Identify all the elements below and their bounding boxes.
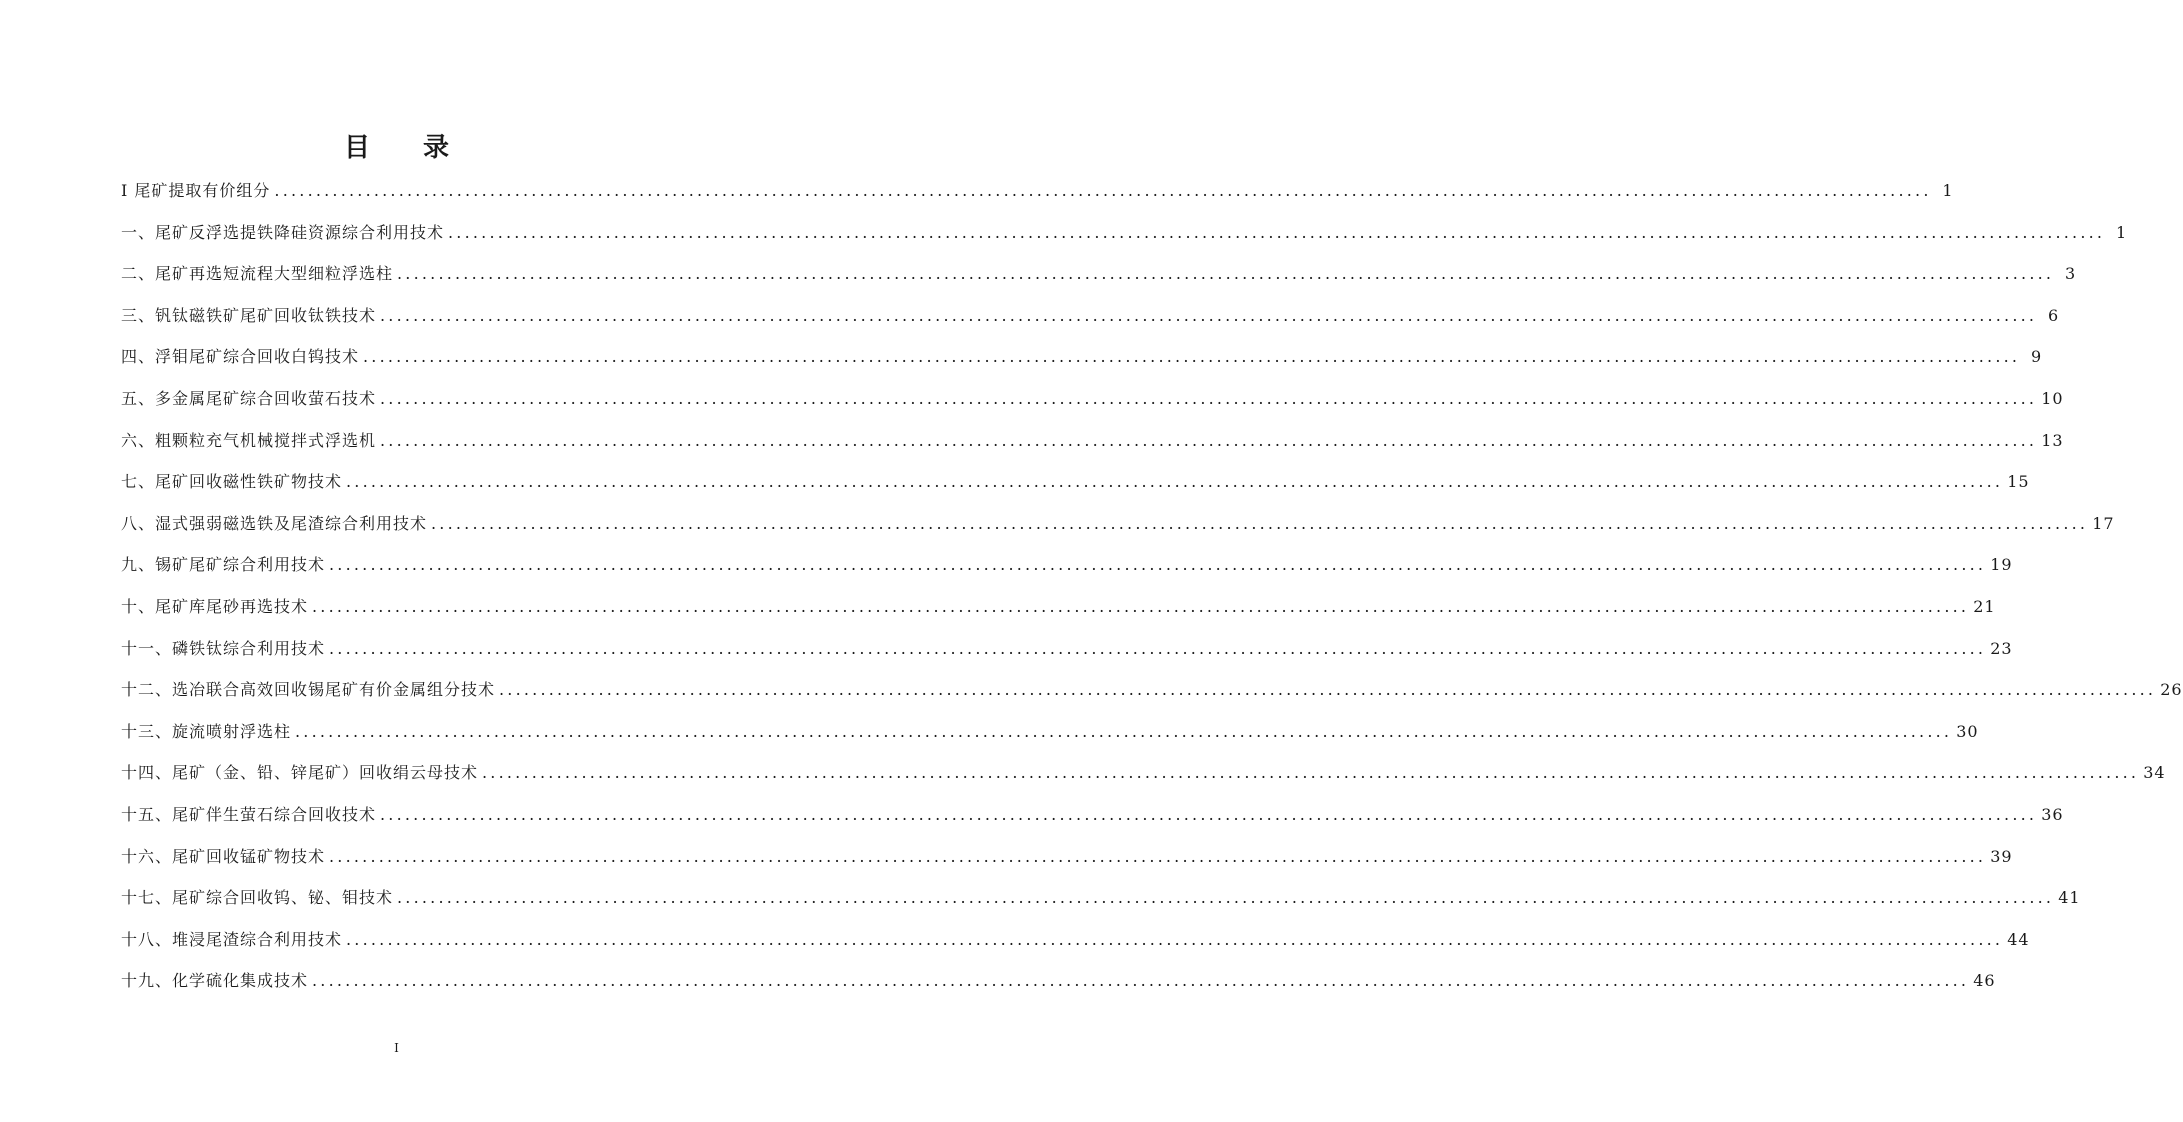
- toc-entry[interactable]: [121, 586, 1996, 628]
- toc-entry-label: 八、湿式强弱磁选铁及尾渣综合利用技术: [121, 513, 428, 533]
- toc-leader-dots: ........................................................................................................................................................................................................: [380, 388, 2038, 408]
- toc-entry[interactable]: [121, 877, 2081, 919]
- toc-leader-dots: ........................................................................................................................................................................................................: [380, 430, 2038, 450]
- toc-entry[interactable]: [121, 628, 2013, 670]
- toc-entry-label: 十二、选冶联合高效回收锡尾矿有价金属组分技术: [121, 680, 496, 700]
- toc-entry[interactable]: [121, 960, 1996, 1002]
- toc-entry-page: 34: [2143, 763, 2166, 783]
- toc-entry-page: 36: [2041, 804, 2064, 824]
- toc-leader-dots: ........................................................................................................................................................................................................: [499, 680, 2157, 700]
- toc-entry[interactable]: [121, 711, 1979, 753]
- toc-entry[interactable]: [121, 170, 1954, 212]
- toc-entry-page: 17: [2092, 513, 2115, 533]
- toc-entry[interactable]: [121, 836, 2013, 878]
- toc-entry-label: 一、尾矿反浮选提铁降硅资源综合利用技术: [121, 222, 445, 242]
- toc-entry-label: 七、尾矿回收磁性铁矿物技术: [121, 472, 343, 492]
- toc-leader-dots: ........................................................................................................................................................................................................: [312, 971, 1970, 991]
- toc-title: 目 录: [343, 133, 472, 163]
- toc-entry-page: 21: [1973, 596, 1996, 616]
- toc-leader-dots: ........................................................................................................................................................................................................: [380, 804, 2038, 824]
- toc-leader-dots: ........................................................................................................................................................................................................: [329, 846, 1987, 866]
- toc-entry-label: 四、浮钼尾矿综合回收白钨技术: [121, 347, 360, 367]
- toc-entry-label: 十三、旋流喷射浮选柱: [121, 721, 292, 741]
- toc-entry-page: 13: [2041, 430, 2064, 450]
- toc-entry-page: 9: [2031, 347, 2043, 367]
- toc-entry[interactable]: [121, 420, 2064, 462]
- toc-leader-dots: ........................................................................................................................................................................................................: [380, 305, 2038, 325]
- toc-entry-page: 3: [2065, 264, 2077, 284]
- toc-entry[interactable]: [121, 503, 2115, 545]
- toc-entry-page: 26: [2160, 680, 2183, 700]
- toc-leader-dots: ........................................................................................................................................................................................................: [312, 596, 1970, 616]
- toc-entry[interactable]: [121, 212, 2128, 254]
- toc-entry-page: 6: [2048, 305, 2060, 325]
- toc-entry-label: 十、尾矿库尾砂再选技术: [121, 596, 309, 616]
- toc-entry-label: 十五、尾矿伴生萤石综合回收技术: [121, 804, 377, 824]
- toc-entry[interactable]: [121, 295, 2060, 337]
- toc-entry-label: 六、粗颗粒充气机械搅拌式浮选机: [121, 430, 377, 450]
- toc-leader-dots: ........................................................................................................................................................................................................: [448, 222, 2106, 242]
- toc-entry[interactable]: [121, 461, 2030, 503]
- toc-entry[interactable]: [121, 378, 2064, 420]
- toc-entry[interactable]: [121, 752, 2166, 794]
- page-number: I: [394, 1041, 399, 1055]
- toc-entry-page: 19: [1990, 555, 2013, 575]
- toc-entry[interactable]: [121, 794, 2064, 836]
- toc-leader-dots: ........................................................................................................................................................................................................: [363, 347, 2021, 367]
- toc-entry-label: 十四、尾矿（金、铅、锌尾矿）回收绢云母技术: [121, 763, 479, 783]
- toc-entry[interactable]: [121, 669, 2183, 711]
- toc-entry-label: 二、尾矿再选短流程大型细粒浮选柱: [121, 264, 394, 284]
- toc-leader-dots: ........................................................................................................................................................................................................: [482, 763, 2140, 783]
- toc-entry-label: 五、多金属尾矿综合回收萤石技术: [121, 388, 377, 408]
- toc-entry-page: 41: [2058, 888, 2081, 908]
- toc-leader-dots: ........................................................................................................................................................................................................: [397, 264, 2055, 284]
- toc-entry-label: 十一、磷铁钛综合利用技术: [121, 638, 326, 658]
- toc-entry[interactable]: [121, 544, 2013, 586]
- toc-entry-label: 三、钒钛磁铁矿尾矿回收钛铁技术: [121, 305, 377, 325]
- toc-leader-dots: ........................................................................................................................................................................................................: [431, 513, 2089, 533]
- toc-leader-dots: ........................................................................................................................................................................................................: [397, 888, 2055, 908]
- toc-entry-page: 15: [2007, 472, 2030, 492]
- toc-entry-page: 30: [1956, 721, 1979, 741]
- toc-leader-dots: ........................................................................................................................................................................................................: [295, 721, 1953, 741]
- toc-leader-dots: ........................................................................................................................................................................................................: [329, 638, 1987, 658]
- toc-entry[interactable]: [121, 336, 2043, 378]
- toc-entry-page: 1: [1942, 181, 1954, 200]
- toc-entry-label: 十九、化学硫化集成技术: [121, 971, 309, 991]
- toc-leader-dots: ........................................................................................................................................................................................................: [274, 181, 1932, 200]
- toc-entry[interactable]: [121, 919, 2030, 961]
- toc-entry[interactable]: [121, 253, 2077, 295]
- toc-entry-page: 44: [2007, 929, 2030, 949]
- toc-entry-label: 十六、尾矿回收锰矿物技术: [121, 846, 326, 866]
- toc-entry-page: 39: [1990, 846, 2013, 866]
- toc-entry-page: 10: [2041, 388, 2064, 408]
- table-of-contents: [121, 170, 2183, 1002]
- toc-leader-dots: ........................................................................................................................................................................................................: [329, 555, 1987, 575]
- toc-entry-page: 46: [1973, 971, 1996, 991]
- toc-entry-label: I 尾矿提取有价组分: [121, 181, 271, 200]
- toc-entry-label: 九、锡矿尾矿综合利用技术: [121, 555, 326, 575]
- toc-entry-page: 1: [2116, 222, 2128, 242]
- toc-entry-page: 23: [1990, 638, 2013, 658]
- toc-leader-dots: ........................................................................................................................................................................................................: [346, 472, 2004, 492]
- toc-entry-label: 十八、堆浸尾渣综合利用技术: [121, 929, 343, 949]
- toc-leader-dots: ........................................................................................................................................................................................................: [346, 929, 2004, 949]
- toc-entry-label: 十七、尾矿综合回收钨、铋、钼技术: [121, 888, 394, 908]
